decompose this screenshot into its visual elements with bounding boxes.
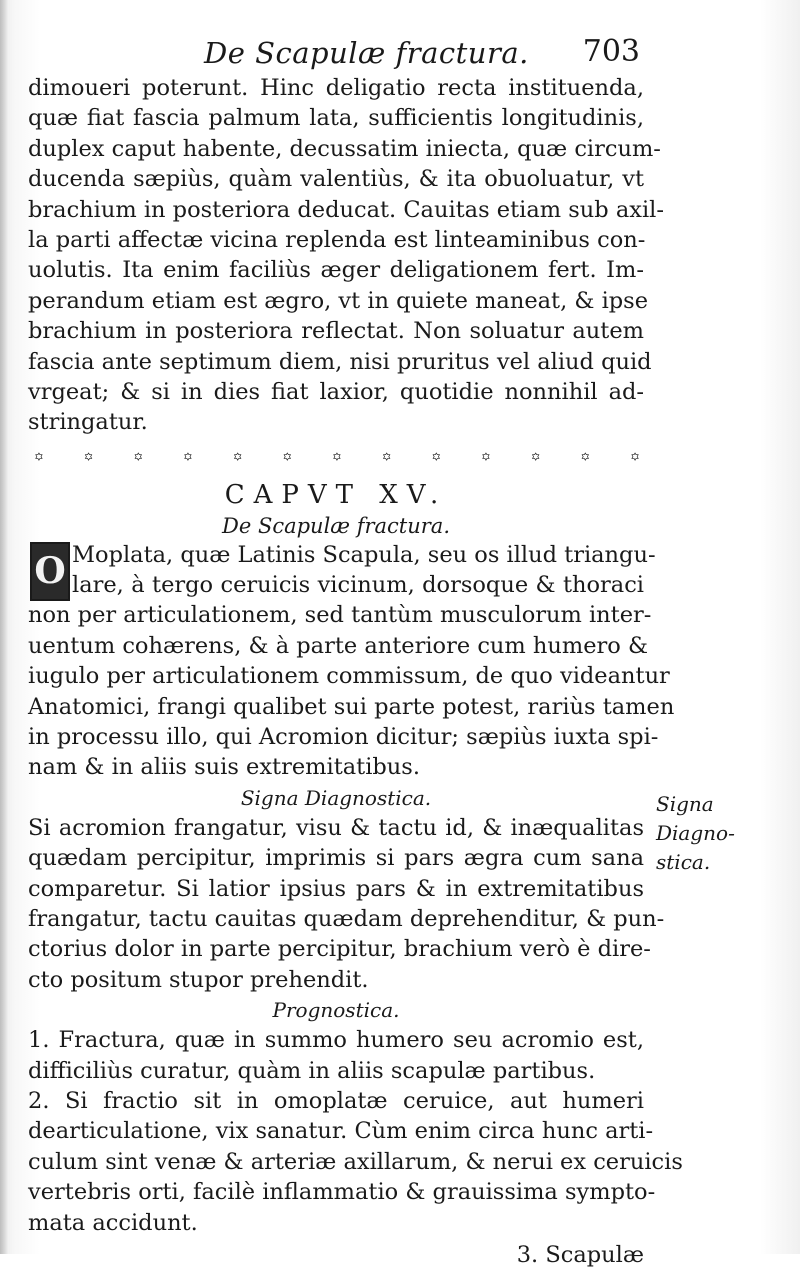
text-line: Moplata, quæ Latinis Scapula, seu os illud triangu- xyxy=(72,541,656,568)
ornament-icon: ꙳ xyxy=(282,449,291,471)
text-line: lare, à tergo ceruicis vicinum, dorsoque & thoraci xyxy=(72,572,644,599)
margin-note-line: Signa xyxy=(656,792,714,816)
ornament-icon: ꙳ xyxy=(133,449,142,471)
text-line: perandum etiam est ægro, vt in quiete maneat, & ipse xyxy=(28,287,649,314)
catchword: 3. Scapulæ xyxy=(516,1241,644,1268)
margin-note-line: Diagno- xyxy=(656,821,735,845)
text-line: duplex caput habente, decussatim iniecta, quæ circum- xyxy=(28,135,661,162)
ornament-icon: ꙳ xyxy=(431,449,440,471)
text-line: ducenda sæpiùs, quàm valentiùs, & ita obuoluatur, vt xyxy=(28,166,644,193)
text-line: comparetur. Si latior ipsius pars & in extremitatibus xyxy=(28,875,644,902)
chapter-heading: CAPVT XV. xyxy=(224,479,448,510)
running-title: De Scapulæ fractura. xyxy=(204,36,529,70)
text-line: cto positum stupor prehendit. xyxy=(28,966,369,993)
paragraph-prognostica xyxy=(28,1025,683,1238)
text-line: 2. Si fractio sit in omoplatæ ceruice, aut humeri xyxy=(28,1087,644,1114)
ornament-icon: ꙳ xyxy=(332,449,340,471)
text-line: 1. Fractura, quæ in summo humero seu acromio est, xyxy=(28,1027,644,1054)
text-line: in processu illo, qui Acromion dicitur; sæpiùs iuxta spi- xyxy=(28,724,659,751)
text-line: culum sint venæ & arteriæ axillarum, & nerui ex ceruicis xyxy=(28,1148,683,1175)
text-line: nam & in aliis suis extremitatibus. xyxy=(28,754,420,781)
ornament-icon: ꙳ xyxy=(580,449,589,471)
margin-note-line: stica. xyxy=(656,850,711,874)
paragraph-top xyxy=(28,73,664,438)
text-line: non per articulationem, sed tantùm musculorum inter- xyxy=(28,602,652,629)
text-line: Anatomici, frangi qualibet sui parte potest, rariùs tamen xyxy=(28,693,675,720)
text-line: uolutis. Ita enim faciliùs æger deligationem fert. Im- xyxy=(28,257,644,284)
ornament-icon: ꙳ xyxy=(34,449,42,471)
gutter-shadow xyxy=(0,0,8,1254)
text-line: dimoueri poterunt. Hinc deligatio recta instituenda, xyxy=(28,75,644,101)
text-line: la parti affectæ vicina replenda est linteaminibus con- xyxy=(28,226,646,253)
text-line: fascia ante septimum diem, nisi pruritus vel aliud quid xyxy=(28,348,652,375)
initial-letter: O xyxy=(34,550,66,593)
text-line: vrgeat; & si in dies fiat laxior, quotidie nonnihil ad- xyxy=(28,378,644,405)
paragraph-intro xyxy=(28,540,675,783)
text-line: frangatur, tactu cauitas quædam deprehenditur, & pun- xyxy=(28,905,665,932)
section-heading-prognostica: Prognostica. xyxy=(272,998,400,1023)
ornament-icon: ꙳ xyxy=(530,449,539,471)
ornament-icon: ꙳ xyxy=(83,449,92,471)
ornament-icon: ꙳ xyxy=(630,449,638,471)
paragraph-signa xyxy=(28,813,665,995)
ornament-icon: ꙳ xyxy=(481,449,489,471)
text-line: uentum cohærens, & à parte anteriore cum humero & xyxy=(28,632,649,659)
text-line: Si acromion frangatur, visu & tactu id, & inæqualitas xyxy=(28,814,644,841)
text-line: brachium in posteriora reflectat. Non soluatur autem xyxy=(28,318,644,345)
ornament-icon: ꙳ xyxy=(232,449,241,471)
ornament-icon: ꙳ xyxy=(381,449,390,471)
text-line: dearticulatione, vix sanatur. Cùm enim circa hunc arti- xyxy=(28,1118,654,1145)
body-text xyxy=(28,73,683,1272)
page-number: 703 xyxy=(582,34,640,69)
text-line: difficiliùs curatur, quàm in aliis scapulæ partibus. xyxy=(28,1057,596,1084)
ornament-divider xyxy=(28,444,644,478)
text-line: stringatur. xyxy=(28,409,148,436)
text-line: quædam percipitur, imprimis si pars ægra cum sana xyxy=(28,845,644,872)
margin-note xyxy=(656,790,766,877)
text-line: vertebris orti, facilè inflammatio & grauissima sympto- xyxy=(28,1179,656,1206)
text-line: quæ fiat fascia palmum lata, sufficientis longitudinis, xyxy=(28,105,644,132)
text-line: mata accidunt. xyxy=(28,1209,198,1236)
catchword-row xyxy=(28,1238,644,1272)
text-line: iugulo per articulationem commissum, de quo videantur xyxy=(28,663,670,690)
chapter-subtitle: De Scapulæ fractura. xyxy=(222,513,450,538)
text-line: brachium in posteriora deducat. Cauitas etiam sub axil- xyxy=(28,196,664,223)
text-line: ctorius dolor in parte percipitur, brachium verò è dire- xyxy=(28,936,651,963)
ornament-icon: ꙳ xyxy=(183,449,191,471)
section-heading-signa: Signa Diagnostica. xyxy=(240,785,432,810)
decorated-initial xyxy=(30,542,70,601)
